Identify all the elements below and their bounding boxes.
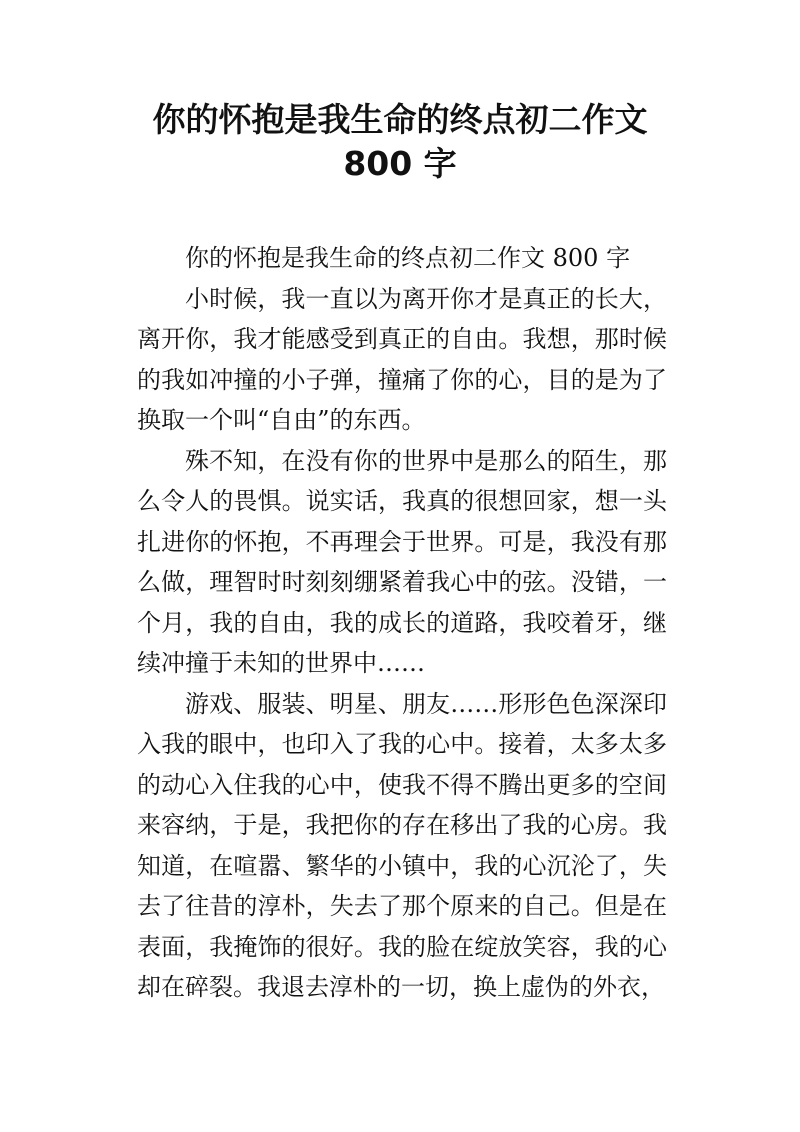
document-title-line-1: 你的怀抱是我生命的终点初二作文 xyxy=(152,100,648,139)
paragraph-3: 游戏、服装、明星、朋友……形形色色深深印入我的眼中，也印入了我的心中。接着，太多太多的动心入住我的心中，使我不得不腾出更多的空间来容纳，于是，我把你的存在移出了我的心房。我知道，在喧嚣、繁华的小镇中，我的心沉沦了，失去了往昔的淳朴，失去了那个原来的自己。但是在表面，我掩饰的很好。我的脸在绽放笑容，我的心却在碎裂。我退去淳朴的一切，换上虚伪的外衣， xyxy=(137,689,667,1001)
document-body xyxy=(137,238,667,1008)
paragraph-2: 殊不知，在没有你的世界中是那么的陌生，那么令人的畏惧。说实话，我真的很想回家，想一头扎进你的怀抱，不再理会于世界。可是，我没有那么做，理智时时刻刻绷紧着我心中的弦。没错，一个月，我的自由，我的成长的道路，我咬着牙，继续冲撞于未知的世界中…… xyxy=(137,446,667,677)
paragraph-1: 小时候，我一直以为离开你才是真正的长大，离开你，我才能感受到真正的自由。我想，那时候的我如冲撞的小子弹，撞痛了你的心，目的是为了换取一个叫“自由”的东西。 xyxy=(137,284,667,434)
paragraph-heading: 你的怀抱是我生命的终点初二作文 800 字 xyxy=(185,244,631,272)
document-title-line-2: 800 字 xyxy=(343,144,457,183)
